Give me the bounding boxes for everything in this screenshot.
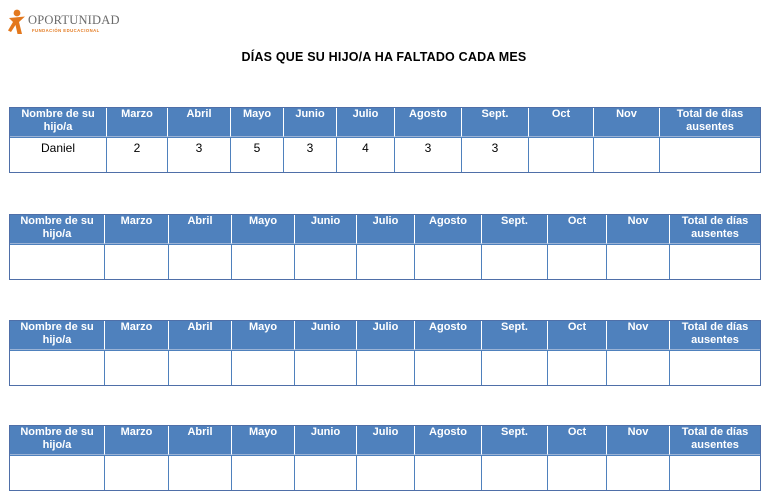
cell-abril[interactable]	[169, 455, 232, 490]
header-agosto: Agosto	[415, 426, 482, 455]
table-row	[10, 455, 760, 490]
cell-oct[interactable]	[548, 455, 607, 490]
absence-table	[9, 320, 761, 386]
cell-junio[interactable]	[295, 244, 357, 279]
header-nov: Nov	[607, 426, 670, 455]
header-total: Total de días ausentes	[670, 321, 760, 350]
cell-junio[interactable]: 3	[284, 137, 337, 172]
header-mayo: Mayo	[232, 426, 295, 455]
cell-abril[interactable]	[169, 350, 232, 385]
cell-junio[interactable]	[295, 350, 357, 385]
header-nov: Nov	[607, 215, 670, 244]
header-name: Nombre de su hijo/a	[10, 321, 105, 350]
header-junio: Junio	[295, 321, 357, 350]
cell-marzo[interactable]	[105, 244, 169, 279]
header-julio: Julio	[357, 321, 415, 350]
header-sept: Sept.	[482, 426, 548, 455]
cell-agosto[interactable]: 3	[395, 137, 462, 172]
cell-total[interactable]	[670, 350, 760, 385]
cell-agosto[interactable]	[415, 244, 482, 279]
header-marzo: Marzo	[105, 426, 169, 455]
cell-mayo[interactable]	[232, 455, 295, 490]
cell-mayo[interactable]	[232, 244, 295, 279]
table-row	[10, 350, 760, 385]
cell-total[interactable]	[660, 137, 760, 172]
header-sept: Sept.	[482, 321, 548, 350]
cell-abril[interactable]: 3	[168, 137, 231, 172]
cell-mayo[interactable]	[232, 350, 295, 385]
header-abril: Abril	[169, 426, 232, 455]
cell-julio[interactable]	[357, 350, 415, 385]
cell-nov[interactable]	[607, 244, 670, 279]
cell-sept[interactable]	[482, 350, 548, 385]
person-icon	[8, 8, 30, 36]
logo	[8, 8, 128, 40]
cell-oct[interactable]	[529, 137, 594, 172]
cell-marzo[interactable]	[105, 455, 169, 490]
cell-agosto[interactable]	[415, 455, 482, 490]
header-julio: Julio	[337, 108, 395, 137]
header-mayo: Mayo	[231, 108, 284, 137]
absence-table	[9, 425, 761, 491]
cell-marzo[interactable]	[105, 350, 169, 385]
cell-oct[interactable]	[548, 244, 607, 279]
cell-julio[interactable]: 4	[337, 137, 395, 172]
cell-abril[interactable]	[169, 244, 232, 279]
cell-sept[interactable]	[482, 455, 548, 490]
header-julio: Julio	[357, 426, 415, 455]
header-marzo: Marzo	[105, 215, 169, 244]
header-marzo: Marzo	[105, 321, 169, 350]
cell-nov[interactable]	[607, 455, 670, 490]
header-mayo: Mayo	[232, 215, 295, 244]
cell-name[interactable]	[10, 455, 105, 490]
cell-name[interactable]: Daniel	[10, 137, 107, 172]
header-junio: Junio	[284, 108, 337, 137]
header-marzo: Marzo	[107, 108, 168, 137]
cell-sept[interactable]: 3	[462, 137, 529, 172]
cell-mayo[interactable]: 5	[231, 137, 284, 172]
cell-nov[interactable]	[594, 137, 660, 172]
cell-junio[interactable]	[295, 455, 357, 490]
header-sept: Sept.	[462, 108, 529, 137]
header-oct: Oct	[548, 215, 607, 244]
header-abril: Abril	[169, 321, 232, 350]
table-row	[10, 244, 760, 279]
header-agosto: Agosto	[415, 215, 482, 244]
cell-total[interactable]	[670, 455, 760, 490]
header-oct: Oct	[529, 108, 594, 137]
header-total: Total de días ausentes	[670, 215, 760, 244]
cell-marzo[interactable]: 2	[107, 137, 168, 172]
table-row	[10, 137, 760, 172]
cell-agosto[interactable]	[415, 350, 482, 385]
cell-julio[interactable]	[357, 244, 415, 279]
header-oct: Oct	[548, 426, 607, 455]
header-nov: Nov	[594, 108, 660, 137]
logo-subtitle: FUNDACIÓN EDUCACIONAL	[32, 28, 100, 33]
header-nov: Nov	[607, 321, 670, 350]
header-oct: Oct	[548, 321, 607, 350]
header-name: Nombre de su hijo/a	[10, 215, 105, 244]
header-abril: Abril	[169, 215, 232, 244]
header-junio: Junio	[295, 215, 357, 244]
absence-table	[9, 214, 761, 280]
header-junio: Junio	[295, 426, 357, 455]
header-total: Total de días ausentes	[660, 108, 760, 137]
logo-name: OPORTUNIDAD	[28, 13, 120, 27]
cell-sept[interactable]	[482, 244, 548, 279]
header-mayo: Mayo	[232, 321, 295, 350]
cell-name[interactable]	[10, 350, 105, 385]
header-julio: Julio	[357, 215, 415, 244]
header-name: Nombre de su hijo/a	[10, 426, 105, 455]
cell-total[interactable]	[670, 244, 760, 279]
header-agosto: Agosto	[395, 108, 462, 137]
cell-nov[interactable]	[607, 350, 670, 385]
cell-name[interactable]	[10, 244, 105, 279]
header-agosto: Agosto	[415, 321, 482, 350]
cell-julio[interactable]	[357, 455, 415, 490]
page-title: DÍAS QUE SU HIJO/A HA FALTADO CADA MES	[241, 50, 527, 64]
header-sept: Sept.	[482, 215, 548, 244]
cell-oct[interactable]	[548, 350, 607, 385]
absence-table	[9, 107, 761, 173]
header-total: Total de días ausentes	[670, 426, 760, 455]
header-name: Nombre de su hijo/a	[10, 108, 107, 137]
header-abril: Abril	[168, 108, 231, 137]
